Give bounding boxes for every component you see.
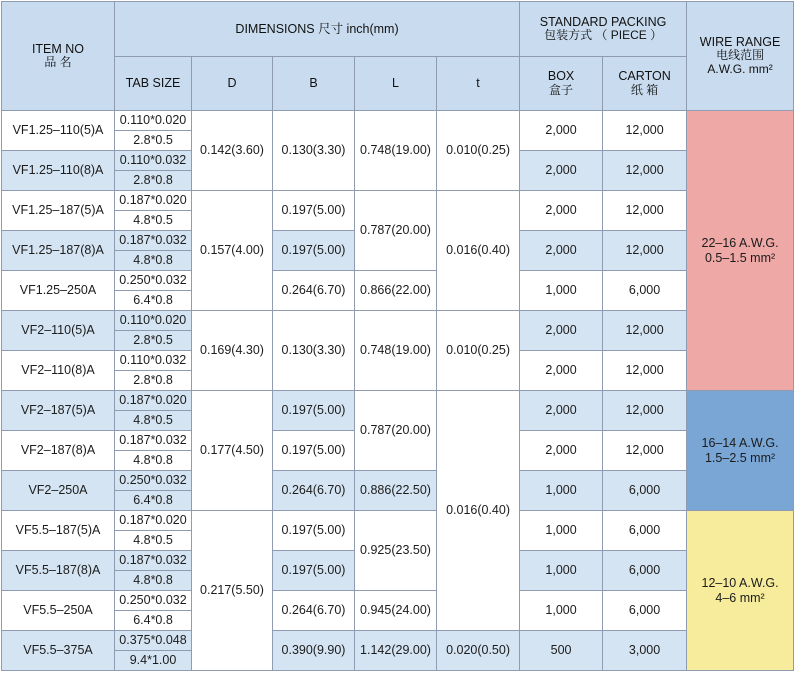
carton-cn-label: 纸 箱 [630, 82, 659, 97]
box-cell: 2,000 [520, 191, 603, 231]
wire-range-mm: 4–6 mm² [715, 590, 765, 605]
box-header [520, 57, 603, 111]
item-no-cell: VF2–187(5)A [2, 391, 115, 431]
box-cn-label: 盒子 [549, 82, 574, 97]
wire-range-awg: 12–10 A.W.G. [701, 576, 779, 591]
item-no-cell: VF1.25–110(8)A [2, 151, 115, 191]
item-no-cell: VF1.25–110(5)A [2, 111, 115, 151]
tab-size-inch-cell: 0.250*0.032 [115, 271, 192, 291]
table-row [2, 111, 794, 131]
table-row [2, 631, 794, 651]
t-cell: 0.010(0.25) [437, 311, 520, 391]
wire-range-mm: 0.5–1.5 mm² [704, 250, 776, 265]
tab-size-mm-cell: 6.4*0.8 [115, 291, 192, 311]
b-cell: 0.197(5.00) [273, 511, 355, 551]
standard-packing-header [520, 2, 687, 57]
table-row [2, 511, 794, 531]
tab-size-inch-cell: 0.187*0.020 [115, 191, 192, 211]
table-row [2, 311, 794, 331]
tab-size-mm-cell: 2.8*0.5 [115, 131, 192, 151]
wire-range-mm: 1.5–2.5 mm² [704, 450, 776, 465]
l-cell: 0.866(22.00) [355, 271, 437, 311]
tab-size-inch-cell: 0.110*0.020 [115, 311, 192, 331]
b-cell: 0.264(6.70) [273, 271, 355, 311]
wire-range-label: WIRE RANGE [699, 35, 781, 50]
d-cell: 0.217(5.50) [192, 511, 273, 671]
table-row [2, 591, 794, 611]
wire-range-unit-label: A.W.G. mm² [707, 62, 773, 77]
item-no-cell: VF5.5–250A [2, 591, 115, 631]
carton-cell: 12,000 [603, 431, 687, 471]
tab-size-inch-cell: 0.250*0.032 [115, 591, 192, 611]
b-cell: 0.197(5.00) [273, 551, 355, 591]
tab-size-mm-cell: 6.4*0.8 [115, 611, 192, 631]
tab-size-mm-cell: 4.8*0.8 [115, 251, 192, 271]
standard-packing-label: STANDARD PACKING [539, 14, 667, 29]
carton-cell: 12,000 [603, 191, 687, 231]
tab-size-inch-cell: 0.187*0.032 [115, 431, 192, 451]
b-cell: 0.197(5.00) [273, 231, 355, 271]
carton-cell: 12,000 [603, 151, 687, 191]
box-cell: 2,000 [520, 311, 603, 351]
carton-cell: 12,000 [603, 111, 687, 151]
tab-size-inch-cell: 0.375*0.048 [115, 631, 192, 651]
tab-size-inch-cell: 0.187*0.032 [115, 551, 192, 571]
b-header: B [273, 57, 355, 111]
table-row [2, 271, 794, 291]
box-cell: 2,000 [520, 231, 603, 271]
item-no-cell: VF1.25–250A [2, 271, 115, 311]
l-cell: 0.925(23.50) [355, 511, 437, 591]
box-cell: 2,000 [520, 391, 603, 431]
carton-header [603, 57, 687, 111]
tab-size-inch-cell: 0.250*0.032 [115, 471, 192, 491]
carton-cell: 6,000 [603, 511, 687, 551]
tab-size-mm-cell: 2.8*0.8 [115, 371, 192, 391]
d-cell: 0.142(3.60) [192, 111, 273, 191]
table-row [2, 471, 794, 491]
item-no-cell: VF2–187(8)A [2, 431, 115, 471]
tab-size-mm-cell: 4.8*0.8 [115, 451, 192, 471]
carton-cell: 12,000 [603, 311, 687, 351]
item-no-cell: VF5.5–375A [2, 631, 115, 671]
l-cell: 0.787(20.00) [355, 191, 437, 271]
item-no-cell: VF5.5–187(8)A [2, 551, 115, 591]
carton-cell: 12,000 [603, 391, 687, 431]
item-no-cell: VF2–110(8)A [2, 351, 115, 391]
b-cell: 0.197(5.00) [273, 391, 355, 431]
tab-size-header: TAB SIZE [115, 57, 192, 111]
t-cell: 0.020(0.50) [437, 631, 520, 671]
t-header: t [437, 57, 520, 111]
l-cell: 0.748(19.00) [355, 311, 437, 391]
b-cell: 0.130(3.30) [273, 311, 355, 391]
t-cell: 0.016(0.40) [437, 391, 520, 631]
box-cell: 2,000 [520, 431, 603, 471]
tab-size-inch-cell: 0.187*0.020 [115, 511, 192, 531]
l-cell: 0.886(22.50) [355, 471, 437, 511]
box-label: BOX [547, 69, 575, 84]
wire-range-cell [687, 511, 794, 671]
item-no-header [2, 2, 115, 111]
l-cell: 0.787(20.00) [355, 391, 437, 471]
d-cell: 0.169(4.30) [192, 311, 273, 391]
b-cell: 0.264(6.70) [273, 591, 355, 631]
t-cell: 0.010(0.25) [437, 111, 520, 191]
wire-range-header [687, 2, 794, 111]
tab-size-inch-cell: 0.110*0.032 [115, 151, 192, 171]
carton-cell: 6,000 [603, 471, 687, 511]
box-cell: 2,000 [520, 351, 603, 391]
box-cell: 2,000 [520, 151, 603, 191]
wire-range-cell [687, 111, 794, 391]
standard-packing-cn-label: 包装方式 （ PIECE ） [544, 28, 663, 43]
carton-cell: 12,000 [603, 351, 687, 391]
box-cell: 1,000 [520, 591, 603, 631]
wire-range-cn-label: 电线范围 [716, 48, 765, 63]
tab-size-mm-cell: 4.8*0.5 [115, 411, 192, 431]
tab-size-mm-cell: 2.8*0.5 [115, 331, 192, 351]
tab-size-mm-cell: 4.8*0.5 [115, 211, 192, 231]
wire-range-awg: 22–16 A.W.G. [701, 236, 779, 251]
d-header: D [192, 57, 273, 111]
item-no-cell: VF5.5–187(5)A [2, 511, 115, 551]
table-row [2, 191, 794, 211]
box-cell: 1,000 [520, 511, 603, 551]
b-cell: 0.264(6.70) [273, 471, 355, 511]
tab-size-mm-cell: 4.8*0.5 [115, 531, 192, 551]
tab-size-mm-cell: 6.4*0.8 [115, 491, 192, 511]
item-no-cn-label: 品 名 [44, 55, 72, 70]
specification-table [1, 1, 794, 671]
carton-cell: 6,000 [603, 591, 687, 631]
carton-cell: 3,000 [603, 631, 687, 671]
dimensions-header: DIMENSIONS 尺寸 inch(mm) [115, 2, 520, 57]
wire-range-cell [687, 391, 794, 511]
item-no-cell: VF1.25–187(8)A [2, 231, 115, 271]
l-cell: 1.142(29.00) [355, 631, 437, 671]
wire-range-awg: 16–14 A.W.G. [701, 436, 779, 451]
carton-cell: 12,000 [603, 231, 687, 271]
tab-size-mm-cell: 4.8*0.8 [115, 571, 192, 591]
b-cell: 0.390(9.90) [273, 631, 355, 671]
tab-size-inch-cell: 0.187*0.032 [115, 231, 192, 251]
b-cell: 0.130(3.30) [273, 111, 355, 191]
tab-size-inch-cell: 0.110*0.020 [115, 111, 192, 131]
box-cell: 500 [520, 631, 603, 671]
item-no-cell: VF2–250A [2, 471, 115, 511]
item-no-cell: VF1.25–187(5)A [2, 191, 115, 231]
item-no-label: ITEM NO [31, 41, 85, 56]
carton-label: CARTON [618, 69, 671, 84]
box-cell: 1,000 [520, 271, 603, 311]
tab-size-inch-cell: 0.110*0.032 [115, 351, 192, 371]
t-cell: 0.016(0.40) [437, 191, 520, 311]
tab-size-mm-cell: 9.4*1.00 [115, 651, 192, 671]
carton-cell: 6,000 [603, 551, 687, 591]
d-cell: 0.177(4.50) [192, 391, 273, 511]
d-cell: 0.157(4.00) [192, 191, 273, 311]
b-cell: 0.197(5.00) [273, 191, 355, 231]
l-cell: 0.748(19.00) [355, 111, 437, 191]
box-cell: 1,000 [520, 471, 603, 511]
box-cell: 1,000 [520, 551, 603, 591]
l-cell: 0.945(24.00) [355, 591, 437, 631]
item-no-cell: VF2–110(5)A [2, 311, 115, 351]
carton-cell: 6,000 [603, 271, 687, 311]
box-cell: 2,000 [520, 111, 603, 151]
b-cell: 0.197(5.00) [273, 431, 355, 471]
tab-size-inch-cell: 0.187*0.020 [115, 391, 192, 411]
l-header: L [355, 57, 437, 111]
table-row [2, 391, 794, 411]
tab-size-mm-cell: 2.8*0.8 [115, 171, 192, 191]
